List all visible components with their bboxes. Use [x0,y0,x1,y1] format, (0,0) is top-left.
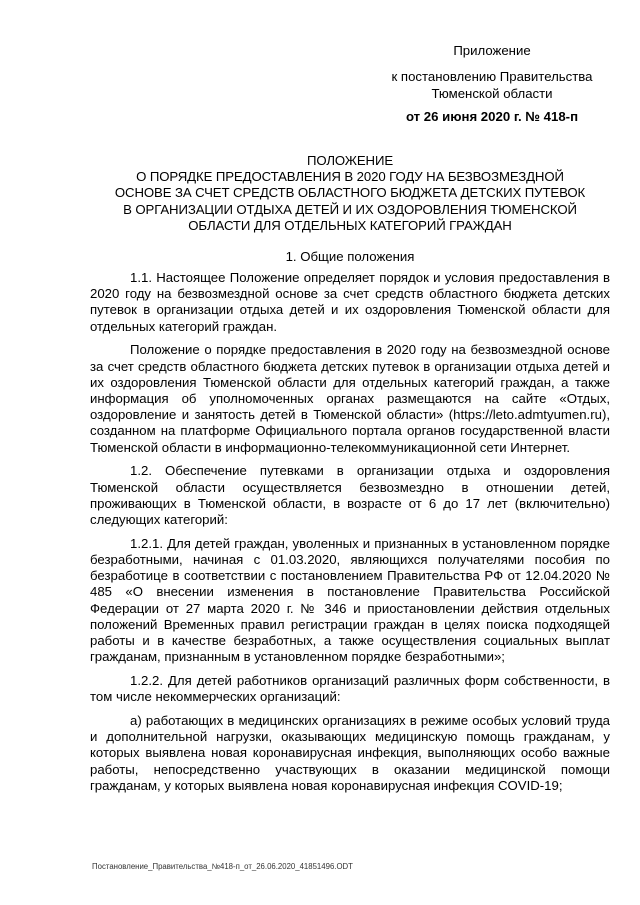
regulation-title-line: В ОРГАНИЗАЦИИ ОТДЫХА ДЕТЕЙ И ИХ ОЗДОРОВЛЕНИЯ ТЮМЕНСКОЙ [123,201,577,217]
paragraph-1-2: 1.2. Обеспечение путевками в организации отдыха и оздоровления Тюменской области осуществляется безвозмездно в отношении детей, проживающих в Тюменской области, в возрасте от 6 до 17 лет (включительно) следующих категорий: [90,463,610,528]
paragraph-a: а) работающих в медицинских организациях в режиме особых условий труда и дополнительной нагрузки, оказывающих медицинскую помощь гражданам, у которых выявлена новая коронавирусная инфекция, выполняющих особо важные работы, непосредственно участвующих в оказании медицинской помощи гражданам, у которых выявлена новая коронавирусная инфекция COVID-19; [90,713,610,793]
footer-filename: Постановление_Правительства_№418-п_от_26.06.2020_41851496.ODT [92,862,353,871]
document-body [90,270,610,802]
appendix-title: Приложение [453,43,531,58]
regulation-title-line: ПОЛОЖЕНИЕ [306,153,394,168]
section-heading: 1. Общие положения [285,249,415,264]
appendix-reference-line-2: Тюменской области [431,86,553,101]
appendix-reference-line-1: к постановлению Правительства [391,69,593,84]
regulation-title-line: ОБЛАСТИ ДЛЯ ОТДЕЛЬНЫХ КАТЕГОРИЙ ГРАЖДАН [188,217,512,233]
paragraph-1-1: 1.1. Настоящее Положение определяет порядок и условия предоставления в 2020 году на безвозмездной основе за счет средств областного бюджета детских путевок в организации отдыха детей и их оздоровления Тюменской области для отдельных категорий граждан. [90,270,610,334]
paragraph-1-2-2: 1.2.2. Для детей работников организаций различных форм собственности, в том числе некоммерческих организаций: [90,673,610,705]
regulation-title-line: О ПОРЯДКЕ ПРЕДОСТАВЛЕНИЯ В 2020 ГОДУ НА БЕЗВОЗМЕЗДНОЙ [136,169,564,185]
appendix-date-number: от 26 июня 2020 г. № 418-п [405,109,579,124]
paragraph-info-placement: Положение о порядке предоставления в 2020 году на безвозмездной основе за счет средств областного бюджета детских путевок в организации отдыха детей и их оздоровления Тюменской области для отдельных категорий граждан, а также информация об уполномоченных органах размещаются на сайте «Отдых, оздоровление и занятость детей в Тюменской области» (https://leto.admtyumen.ru), созданном на платформе Официального портала органов государственной власти Тюменской области в информационно-телекоммуникационной сети Интернет. [90,342,610,455]
paragraph-1-2-1: 1.2.1. Для детей граждан, уволенных и признанных в установленном порядке безработными, начиная с 01.03.2020, являющихся получателями пособия по безработице в соответствии с постановлением Правительства РФ от 12.04.2020 № 485 «О внесении изменения в постановление Правительства Российской Федерации от 27 марта 2020 г. № 346 и приостановлении действия отдельных положений Временных правил регистрации граждан в целях поиска подходящей работы и в качестве безработных, а также осуществления социальных выплат гражданам, признанным в установленном порядке безработными»; [90,535,610,665]
regulation-title [80,153,620,234]
regulation-title-line: ОСНОВЕ ЗА СЧЕТ СРЕДСТВ ОБЛАСТНОГО БЮДЖЕТА ДЕТСКИХ ПУТЕВОК [114,185,586,201]
